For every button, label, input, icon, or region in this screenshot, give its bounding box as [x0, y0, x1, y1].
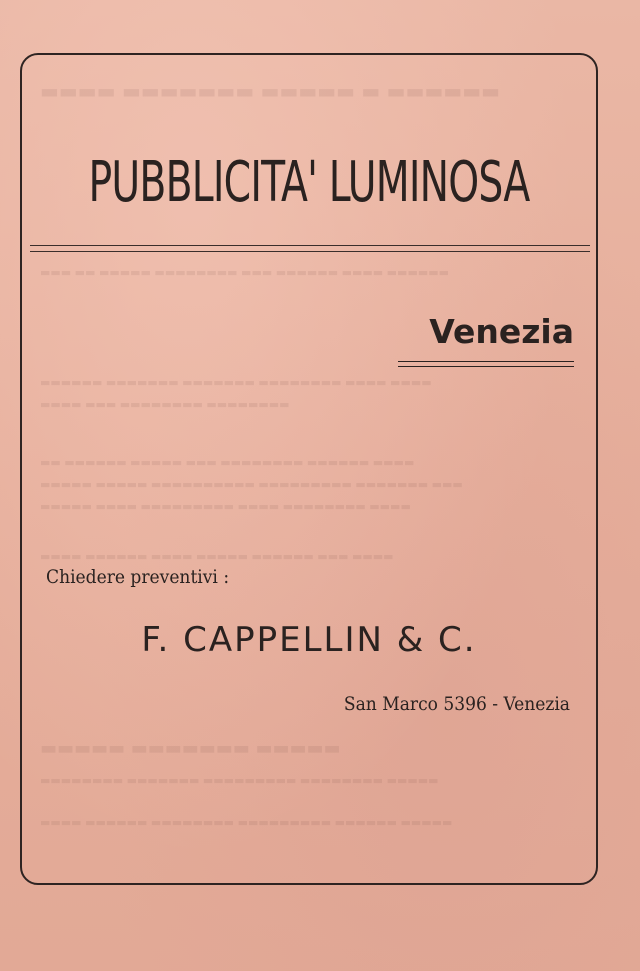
company-address: San Marco 5396 - Venezia: [343, 693, 570, 715]
show-through-text: ▬▬▬▬ ▬▬▬ ▬▬▬▬▬▬▬▬ ▬▬▬▬▬▬▬▬: [40, 398, 290, 411]
show-through-text: ▬▬▬▬ ▬▬▬▬▬▬ ▬▬▬▬ ▬▬▬▬▬ ▬▬▬▬▬▬ ▬▬▬ ▬▬▬▬: [40, 550, 394, 563]
city-rule-top: [398, 361, 574, 362]
title-rule-bottom: [30, 251, 590, 252]
title-rule-top: [30, 245, 590, 246]
show-through-text: ▬▬▬▬▬▬▬▬ ▬▬▬▬▬▬▬ ▬▬▬▬▬▬▬▬▬ ▬▬▬▬▬▬▬▬ ▬▬▬▬▬: [40, 774, 439, 787]
request-quotes-text: Chiedere preventivi :: [46, 566, 230, 588]
show-through-text: ▬▬▬▬▬▬ ▬▬▬▬▬▬▬ ▬▬▬▬▬▬▬ ▬▬▬▬▬▬▬▬ ▬▬▬▬ ▬▬▬▬: [40, 376, 432, 389]
company-name: F. CAPPELLIN & C.: [141, 620, 477, 660]
show-through-text: ▬▬▬▬ ▬▬▬▬▬▬▬ ▬▬▬▬▬ ▬ ▬▬▬▬▬▬: [40, 80, 501, 102]
show-through-text: ▬▬ ▬▬▬▬▬▬ ▬▬▬▬▬ ▬▬▬ ▬▬▬▬▬▬▬▬ ▬▬▬▬▬▬ ▬▬▬▬: [40, 456, 415, 469]
show-through-text: ▬▬▬▬▬ ▬▬▬▬ ▬▬▬▬▬▬▬▬▬ ▬▬▬▬ ▬▬▬▬▬▬▬▬ ▬▬▬▬: [40, 500, 411, 513]
show-through-text: ▬▬▬▬ ▬▬▬▬▬▬ ▬▬▬▬▬▬▬▬ ▬▬▬▬▬▬▬▬▬ ▬▬▬▬▬▬ ▬▬▬▬▬: [40, 816, 453, 829]
show-through-text: ▬▬▬▬▬ ▬▬▬▬▬▬▬ ▬▬▬▬▬: [40, 738, 341, 759]
ad-city: Venezia: [429, 312, 574, 351]
city-rule-bottom: [398, 366, 574, 367]
ad-title: PUBBLICITA' LUMINOSA: [88, 150, 530, 215]
show-through-text: ▬▬▬▬▬ ▬▬▬▬▬ ▬▬▬▬▬▬▬▬▬▬ ▬▬▬▬▬▬▬▬▬ ▬▬▬▬▬▬▬ ▬▬▬: [40, 478, 463, 491]
show-through-text: ▬▬▬ ▬▬ ▬▬▬▬▬ ▬▬▬▬▬▬▬▬ ▬▬▬ ▬▬▬▬▬▬ ▬▬▬▬ ▬▬▬▬▬▬: [40, 266, 450, 279]
